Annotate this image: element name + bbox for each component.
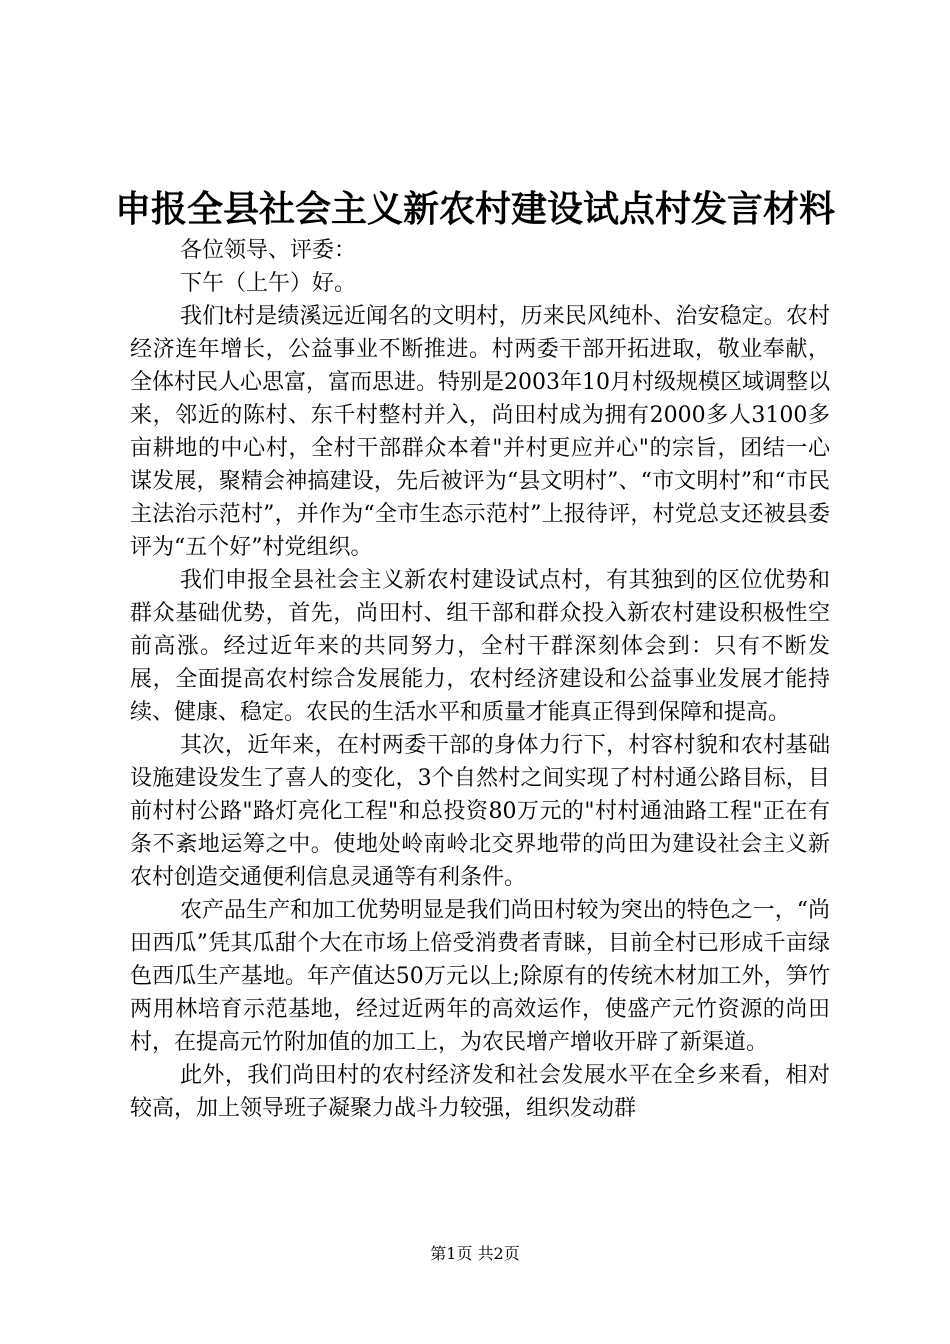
document-body <box>130 234 830 1125</box>
greeting-paragraph: 下午（上午）好。 <box>180 271 357 296</box>
body-paragraph: 我们t村是绩溪远近闻名的文明村，历来民风纯朴、治安稳定。农村经济连年增长，公益事业不断推进。村两委干部开拓进取，敬业奉献，全体村民人心思富，富而思进。特别是2003年10月村级规模区域调整以来，邻近的陈村、东千村整村并入，尚田村成为拥有2000多人3100多亩耕地的中心村，全村干部群众本着"并村更应并心"的宗旨，团结一心谋发展，聚精会神搞建设，先后被评为“县文明村”、“市文明村”和“市民主法治示范村”，并作为“全市生态示范村”上报待评，村党总支还被县委评为“五个好”村党组织。 <box>130 304 830 560</box>
body-paragraph: 我们申报全县社会主义新农村建设试点村，有其独到的区位优势和群众基础优势，首先，尚田村、组干部和群众投入新农村建设积极性空前高涨。经过近年来的共同努力，全村干群深刻体会到：只有不断发展，全面提高农村综合发展能力，农村经济建设和公益事业发展才能持续、健康、稳定。农民的生活水平和质量才能真正得到保障和提高。 <box>130 568 830 725</box>
body-paragraph: 农产品生产和加工优势明显是我们尚田村较为突出的特色之一，“尚田西瓜”凭其瓜甜个大在市场上倍受消费者青睐，目前全村已形成千亩绿色西瓜生产基地。年产值达50万元以上;除原有的传统木材加工外，笋竹两用林培育示范基地，经过近两年的高效运作，使盛产元竹资源的尚田村，在提高元竹附加值的加工上，为农民增产增收开辟了新渠道。 <box>130 898 830 1055</box>
body-paragraph: 此外，我们尚田村的农村经济发和社会发展水平在全乡来看，相对较高，加上领导班子凝聚力战斗力较强，组织发动群 <box>130 1063 830 1121</box>
salutation-paragraph: 各位领导、评委： <box>180 238 357 263</box>
page-footer: 第1页 共2页 <box>430 1244 520 1263</box>
body-paragraph: 其次，近年来，在村两委干部的身体力行下，村容村貌和农村基础设施建设发生了喜人的变化，3个自然村之间实现了村村通公路目标，目前村村公路"路灯亮化工程"和总投资80万元的"村村通油路工程"正在有条不紊地运筹之中。使地处岭南岭北交界地带的尚田为建设社会主义新农村创造交通便利信息灵通等有利条件。 <box>130 733 830 890</box>
document-title: 申报全县社会主义新农村建设试点村发言材料 <box>114 188 835 230</box>
